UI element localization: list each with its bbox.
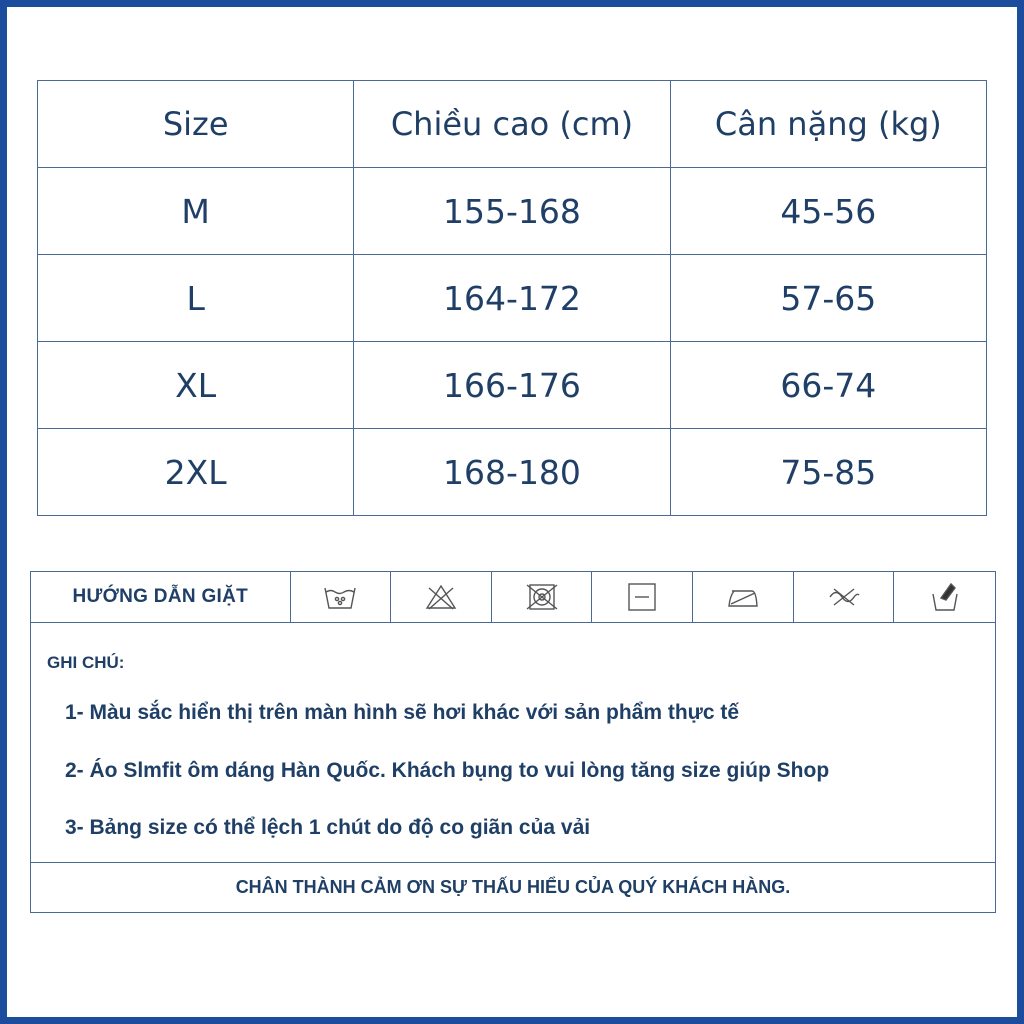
notes-title: GHI CHÚ:	[47, 653, 125, 672]
cell-height: 164-172	[354, 255, 670, 342]
cell-weight: 57-65	[670, 255, 986, 342]
table-row	[38, 255, 987, 342]
care-cell-iron	[693, 572, 794, 622]
care-cell-handwash	[894, 572, 995, 622]
cell-height: 166-176	[354, 342, 670, 429]
dry-flat-icon	[624, 582, 660, 612]
table-row	[38, 168, 987, 255]
size-chart-table	[37, 80, 987, 516]
care-cell-tumble	[492, 572, 593, 622]
wash-30-icon	[322, 582, 358, 612]
cell-weight: 75-85	[670, 429, 986, 516]
note-item: 3- Bảng size có thể lệch 1 chút do độ co giãn của vải	[65, 816, 591, 839]
cell-height: 168-180	[354, 429, 670, 516]
care-title: HƯỚNG DẪN GIẶT	[31, 572, 291, 622]
care-cell-bleach	[391, 572, 492, 622]
cell-size: L	[38, 255, 354, 342]
table-row	[38, 429, 987, 516]
no-dry-clean-icon	[826, 582, 862, 612]
cell-size: 2XL	[38, 429, 354, 516]
cell-weight: 45-56	[670, 168, 986, 255]
iron-low-icon	[725, 582, 761, 612]
note-item: 1- Màu sắc hiển thị trên màn hình sẽ hơi khác với sản phẩm thực tế	[65, 701, 740, 724]
note-item: 2- Áo Slmfit ôm dáng Hàn Quốc. Khách bụng to vui lòng tăng size giúp Shop	[65, 759, 830, 782]
care-cell-dry	[592, 572, 693, 622]
cell-size: XL	[38, 342, 354, 429]
no-tumble-dry-icon	[524, 582, 560, 612]
care-symbols-row	[31, 572, 995, 623]
hand-wash-icon	[927, 582, 963, 612]
header-height: Chiều cao (cm)	[354, 81, 670, 168]
care-cell-dryclean	[794, 572, 895, 622]
care-cell-wash	[291, 572, 392, 622]
care-instructions-panel	[30, 571, 996, 913]
no-bleach-icon	[423, 582, 459, 612]
cell-weight: 66-74	[670, 342, 986, 429]
cell-size: M	[38, 168, 354, 255]
table-row	[38, 342, 987, 429]
table-header-row	[38, 81, 987, 168]
thank-you-message: CHÂN THÀNH CẢM ƠN SỰ THẤU HIỂU CỦA QUÝ KHÁCH HÀNG.	[235, 877, 791, 897]
notes-section	[31, 623, 995, 863]
cell-height: 155-168	[354, 168, 670, 255]
header-size: Size	[38, 81, 354, 168]
header-weight: Cân nặng (kg)	[670, 81, 986, 168]
